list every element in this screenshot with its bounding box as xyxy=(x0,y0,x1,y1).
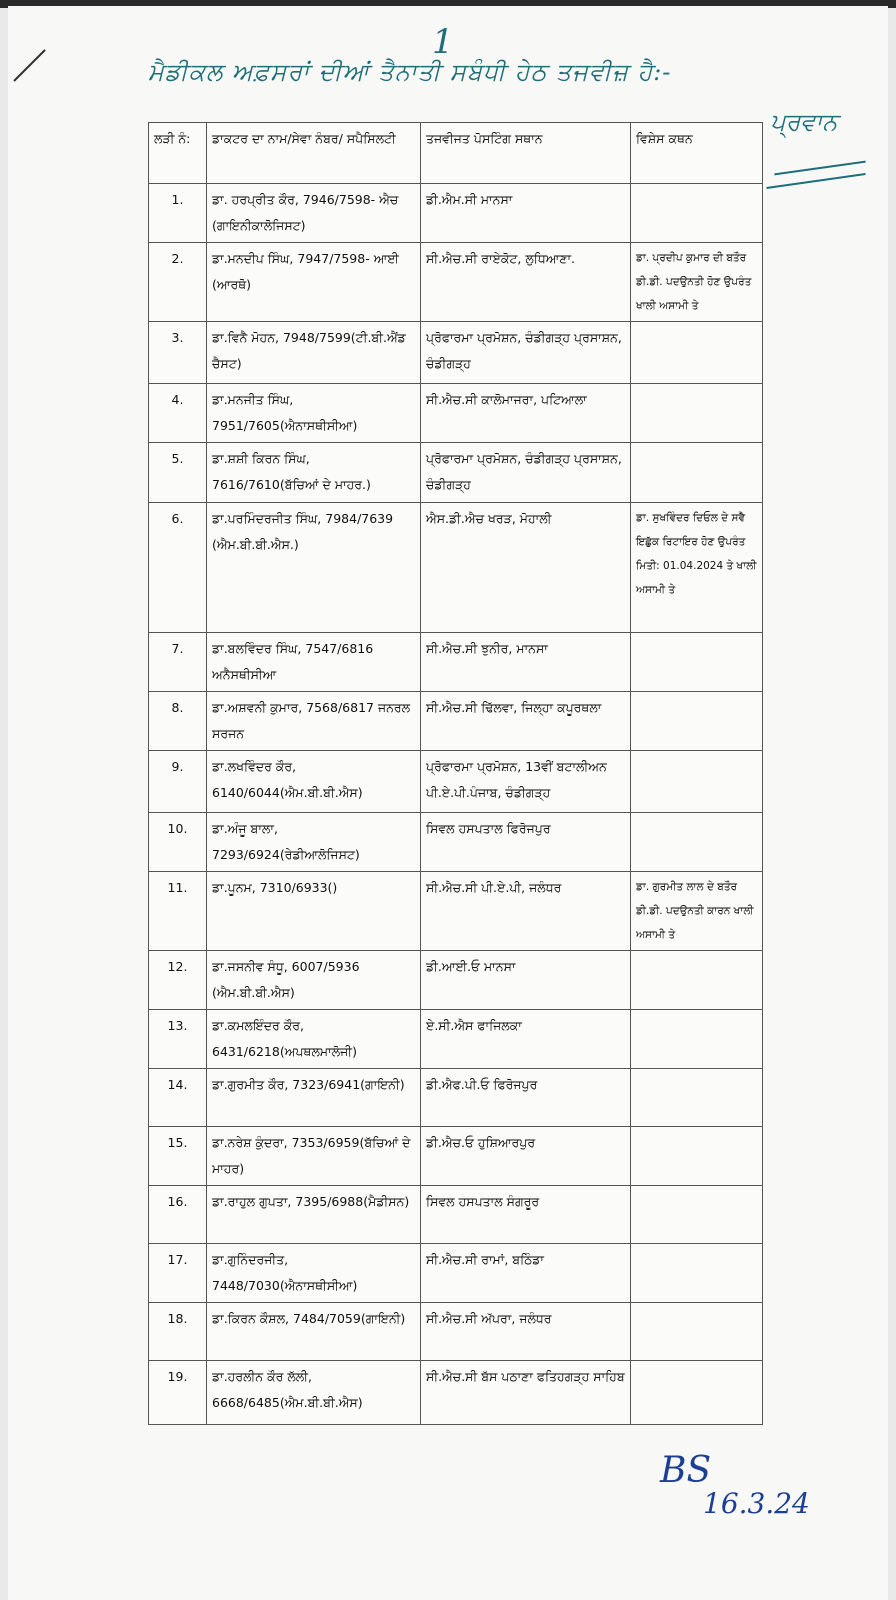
cell-doctor: ਡਾ.ਅੰਜੂ ਬਾਲਾ, 7293/6924(ਰੇਡੀਆਲੋਜਿਸਟ) xyxy=(207,813,421,872)
cell-doctor: ਡਾ.ਕਮਲਇੰਦਰ ਕੌਰ, 6431/6218(ਅਪਥਲਮਾਲੋਜੀ) xyxy=(207,1010,421,1069)
cell-serial: 7. xyxy=(149,633,207,692)
table-row xyxy=(149,384,763,443)
cell-remark xyxy=(631,1361,763,1425)
cell-posting: ਸੀ.ਐਚ.ਸੀ ਕਾਲੋਮਾਜਰਾ, ਪਟਿਆਲਾ xyxy=(421,384,631,443)
cell-doctor: ਡਾ.ਕਿਰਨ ਕੌਸ਼ਲ, 7484/7059(ਗਾਇਨੀ) xyxy=(207,1303,421,1361)
table-row xyxy=(149,1303,763,1361)
cell-posting: ਏ.ਸੀ.ਐਸ ਫਾਜਿਲਕਾ xyxy=(421,1010,631,1069)
cell-serial: 14. xyxy=(149,1069,207,1127)
cell-remark xyxy=(631,951,763,1010)
cell-posting: ਸੀ.ਐਚ.ਸੀ ਝੁਨੀਰ, ਮਾਨਸਾ xyxy=(421,633,631,692)
cell-remark: ਡਾ. ਸੁਖਵਿੰਦਰ ਦਿਓਲ ਦੇ ਸਵੈ ਇਛੁੱਕ ਰਿਟਾਇਰ ਹੋਣ ਉਪਰੰਤ ਮਿਤੀ: 01.04.2024 ਤੇ ਖਾਲੀ ਅਸਾਮੀ ਤੇ xyxy=(631,503,763,633)
table-row xyxy=(149,1069,763,1127)
cell-doctor: ਡਾ. ਹਰਪ੍ਰੀਤ ਕੌਰ, 7946/7598- ਐਚ (ਗਾਇਨੀਕਾਲੋਜਿਸਟ) xyxy=(207,184,421,243)
cell-remark xyxy=(631,692,763,751)
cell-doctor: ਡਾ.ਮਨਜੀਤ ਸਿੰਘ, 7951/7605(ਐਨਾਸਥੀਸੀਆ) xyxy=(207,384,421,443)
cell-posting: ਸਿਵਲ ਹਸਪਤਾਲ ਸੰਗਰੂਰ xyxy=(421,1186,631,1244)
cell-serial: 2. xyxy=(149,243,207,322)
cell-doctor: ਡਾ.ਅਸ਼ਵਨੀ ਕੁਮਾਰ, 7568/6817 ਜਨਰਲ ਸਰਜਨ xyxy=(207,692,421,751)
posting-table xyxy=(148,122,763,1425)
cell-posting: ਐਸ.ਡੀ.ਐਚ ਖਰੜ, ਮੋਹਾਲੀ xyxy=(421,503,631,633)
cell-serial: 8. xyxy=(149,692,207,751)
cell-remark xyxy=(631,1069,763,1127)
cell-remark xyxy=(631,813,763,872)
table-row xyxy=(149,322,763,384)
table-row xyxy=(149,692,763,751)
cell-serial: 17. xyxy=(149,1244,207,1303)
table-body xyxy=(149,184,763,1425)
cell-doctor: ਡਾ.ਬਲਵਿੰਦਰ ਸਿੰਘ, 7547/6816 ਅਨੈਸਥੀਸੀਆ xyxy=(207,633,421,692)
cell-doctor: ਡਾ.ਪਰਮਿੰਦਰਜੀਤ ਸਿੰਘ, 7984/7639 (ਐਮ.ਬੀ.ਬੀ.ਐਸ.) xyxy=(207,503,421,633)
cell-doctor: ਡਾ.ਸ਼ਸ਼ੀ ਕਿਰਨ ਸਿੰਘ, 7616/7610(ਬੱਚਿਆਂ ਦੇ ਮਾਹਰ.) xyxy=(207,443,421,503)
cell-serial: 4. xyxy=(149,384,207,443)
cell-doctor: ਡਾ.ਪੂਨਮ, 7310/6933() xyxy=(207,872,421,951)
cell-remark: ਡਾ. ਗੁਰਮੀਤ ਲਾਲ ਦੇ ਬਤੌਰ ਡੀ.ਡੀ. ਪਦਉਨਤੀ ਕਾਰਨ ਖਾਲੀ ਅਸਾਮੀ ਤੇ xyxy=(631,872,763,951)
cell-posting: ਸਿਵਲ ਹਸਪਤਾਲ ਫਿਰੋਜਪੁਰ xyxy=(421,813,631,872)
header-remarks: ਵਿਸ਼ੇਸ ਕਥਨ xyxy=(631,123,763,184)
cell-doctor: ਡਾ.ਜਸਨੀਵ ਸੰਧੂ, 6007/5936 (ਐਮ.ਬੀ.ਬੀ.ਐਸ) xyxy=(207,951,421,1010)
table-row xyxy=(149,751,763,813)
cell-posting: ਪ੍ਰੋਫਾਰਮਾ ਪ੍ਰਮੋਸ਼ਨ, ਚੰਡੀਗੜ੍ਹ ਪ੍ਰਸਾਸ਼ਨ, ਚੰਡੀਗੜ੍ਹ xyxy=(421,443,631,503)
signature-date: 16.3.24 xyxy=(703,1487,810,1520)
cell-remark xyxy=(631,1127,763,1186)
signature: BS xyxy=(660,1450,712,1491)
cell-remark xyxy=(631,1303,763,1361)
table-row xyxy=(149,1127,763,1186)
cell-serial: 10. xyxy=(149,813,207,872)
cell-doctor: ਡਾ.ਹਰਲੀਨ ਕੌਰ ਲੱਲੀ, 6668/6485(ਐਮ.ਬੀ.ਬੀ.ਐਸ) xyxy=(207,1361,421,1425)
cell-remark xyxy=(631,322,763,384)
cell-serial: 13. xyxy=(149,1010,207,1069)
header-serial: ਲੜੀ ਨੰ: xyxy=(149,123,207,184)
cell-remark xyxy=(631,384,763,443)
cell-serial: 16. xyxy=(149,1186,207,1244)
cell-doctor: ਡਾ.ਰਾਹੁਲ ਗੁਪਤਾ, 7395/6988(ਮੈਡੀਸਨ) xyxy=(207,1186,421,1244)
cell-posting: ਸੀ.ਐਚ.ਸੀ ਰਾਏਕੋਟ, ਲੁਧਿਆਣਾ. xyxy=(421,243,631,322)
cell-posting: ਡੀ.ਆਈ.ਓ ਮਾਨਸਾ xyxy=(421,951,631,1010)
cell-posting: ਸੀ.ਐਚ.ਸੀ ਰਾਮਾਂ, ਬਠਿੰਡਾ xyxy=(421,1244,631,1303)
cell-posting: ਸੀ.ਐਚ.ਸੀ ਅੱਪਰਾ, ਜਲੰਧਰ xyxy=(421,1303,631,1361)
cell-posting: ਡੀ.ਐਚ.ਓ ਹੁਸ਼ਿਆਰਪੁਰ xyxy=(421,1127,631,1186)
cell-posting: ਡੀ.ਐਫ.ਪੀ.ਓ ਫਿਰੋਜਪੁਰ xyxy=(421,1069,631,1127)
cell-serial: 1. xyxy=(149,184,207,243)
table-row xyxy=(149,1361,763,1425)
cell-posting: ਸੀ.ਐਚ.ਸੀ ਬੱਸ ਪਠਾਣਾ ਫਤਿਹਗੜ੍ਹ ਸਾਹਿਬ xyxy=(421,1361,631,1425)
table-row xyxy=(149,443,763,503)
table-header-row xyxy=(149,123,763,184)
cell-serial: 15. xyxy=(149,1127,207,1186)
table-row xyxy=(149,1186,763,1244)
cell-serial: 19. xyxy=(149,1361,207,1425)
cell-doctor: ਡਾ.ਵਿਨੈ ਮੋਹਨ, 7948/7599(ਟੀ.ਬੀ.ਐਂਡ ਚੈਸਟ) xyxy=(207,322,421,384)
header-posting: ਤਜਵੀਜਤ ਪੋਸਟਿੰਗ ਸਥਾਨ xyxy=(421,123,631,184)
cell-doctor: ਡਾ.ਗੁਰਮੀਤ ਕੌਰ, 7323/6941(ਗਾਇਨੀ) xyxy=(207,1069,421,1127)
page-number: 1 xyxy=(432,22,454,62)
cell-posting: ਪ੍ਰੋਫਾਰਮਾ ਪ੍ਰਮੋਸ਼ਨ, 13ਵੀਂ ਬਟਾਲੀਅਨ ਪੀ.ਏ.ਪੀ.ਪੰਜਾਬ, ਚੰਡੀਗੜ੍ਹ xyxy=(421,751,631,813)
cell-remark xyxy=(631,633,763,692)
cell-remark xyxy=(631,1244,763,1303)
table-row xyxy=(149,243,763,322)
cell-doctor: ਡਾ.ਗੁਨਿੰਦਰਜੀਤ, 7448/7030(ਐਨਾਸਥੀਸੀਆ) xyxy=(207,1244,421,1303)
cell-posting: ਪ੍ਰੋਫਾਰਮਾ ਪ੍ਰਮੋਸ਼ਨ, ਚੰਡੀਗੜ੍ਹ ਪ੍ਰਸਾਸ਼ਨ, ਚੰਡੀਗੜ੍ਹ xyxy=(421,322,631,384)
cell-serial: 11. xyxy=(149,872,207,951)
cell-doctor: ਡਾ.ਲਖਵਿੰਦਰ ਕੌਰ, 6140/6044(ਐਮ.ਬੀ.ਬੀ.ਐਸ) xyxy=(207,751,421,813)
handwritten-heading: ਮੈਡੀਕਲ ਅਫ਼ਸਰਾਂ ਦੀਆਂ ਤੈਨਾਤੀ ਸਬੰਧੀ ਹੇਠ ਤਜਵੀਜ਼ ਹੈ:- xyxy=(148,58,672,86)
cell-remark: ਡਾ. ਪ੍ਰਦੀਪ ਕੁਮਾਰ ਦੀ ਬਤੌਰ ਡੀ.ਡੀ. ਪਦਉਨਤੀ ਹੋਣ ਉਪਰੰਤ ਖਾਲੀ ਅਸਾਮੀ ਤੇ xyxy=(631,243,763,322)
header-doctor: ਡਾਕਟਰ ਦਾ ਨਾਮ/ਸੇਵਾ ਨੰਬਰ/ ਸਪੈਸਿਲਟੀ xyxy=(207,123,421,184)
cell-remark xyxy=(631,1010,763,1069)
cell-serial: 6. xyxy=(149,503,207,633)
cell-remark xyxy=(631,443,763,503)
cell-posting: ਸੀ.ਐਚ.ਸੀ ਢਿੱਲਵਾ, ਜਿਲ੍ਹਾ ਕਪੂਰਥਲਾ xyxy=(421,692,631,751)
table-row xyxy=(149,872,763,951)
table-row xyxy=(149,503,763,633)
table-row xyxy=(149,184,763,243)
cell-remark xyxy=(631,751,763,813)
cell-serial: 9. xyxy=(149,751,207,813)
handwritten-approval-note: ਪ੍ਰਵਾਨ xyxy=(770,108,838,136)
table-row xyxy=(149,1244,763,1303)
cell-doctor: ਡਾ.ਮਨਦੀਪ ਸਿੰਘ, 7947/7598- ਆਈ (ਆਰਥੋ) xyxy=(207,243,421,322)
table-row xyxy=(149,951,763,1010)
cell-serial: 18. xyxy=(149,1303,207,1361)
cell-remark xyxy=(631,184,763,243)
table-row xyxy=(149,633,763,692)
cell-posting: ਸੀ.ਐਚ.ਸੀ ਪੀ.ਏ.ਪੀ, ਜਲੰਧਰ xyxy=(421,872,631,951)
cell-serial: 3. xyxy=(149,322,207,384)
cell-remark xyxy=(631,1186,763,1244)
cell-posting: ਡੀ.ਐਮ.ਸੀ ਮਾਨਸਾ xyxy=(421,184,631,243)
cell-serial: 12. xyxy=(149,951,207,1010)
cell-doctor: ਡਾ.ਨਰੇਸ਼ ਕੁੰਦਰਾ, 7353/6959(ਬੱਚਿਆਂ ਦੇ ਮਾਹਰ) xyxy=(207,1127,421,1186)
table-row xyxy=(149,813,763,872)
cell-serial: 5. xyxy=(149,443,207,503)
table-row xyxy=(149,1010,763,1069)
